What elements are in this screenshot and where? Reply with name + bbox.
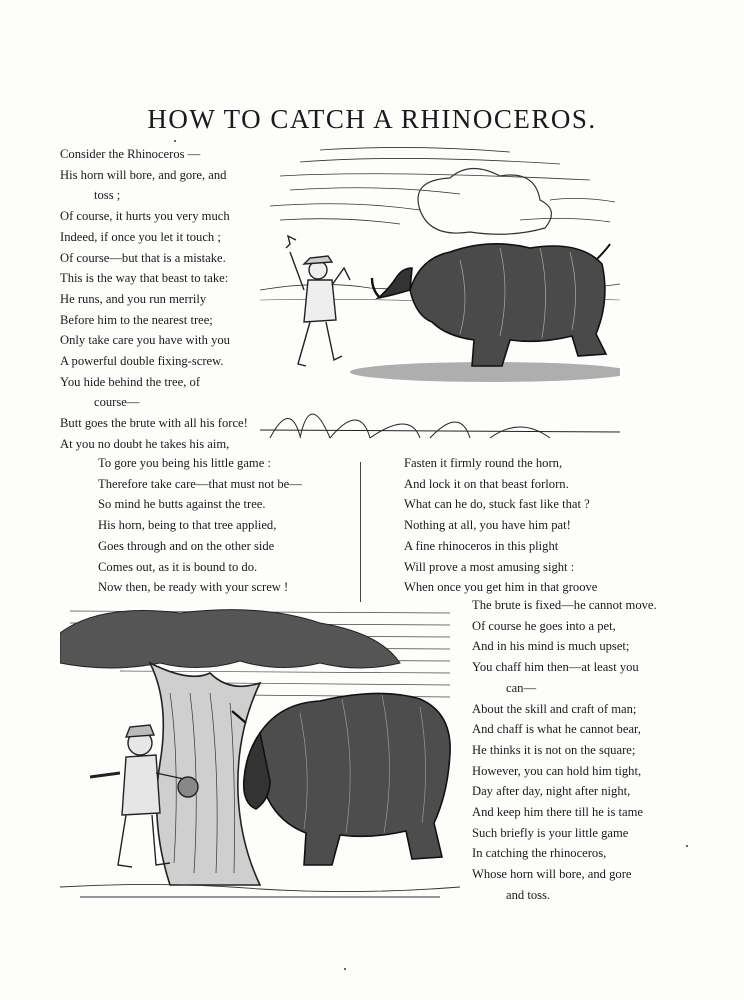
poem-line: And lock it on that beast forlorn.	[404, 476, 569, 491]
poem-line: Of course he goes into a pet,	[472, 618, 616, 633]
tree-canopy	[60, 610, 400, 668]
poem-line: And keep him there till he is tame	[472, 805, 644, 820]
poem-line: can—	[506, 680, 537, 695]
poem-line: Day after day, night after night,	[472, 784, 631, 799]
poem-line: Will prove a most amusing sight :	[404, 559, 575, 574]
foreground-grass	[260, 414, 620, 438]
poem-line: His horn, being to that tree applied,	[98, 518, 277, 533]
poem-line: Only take care you have with you	[60, 333, 230, 348]
poem-column-middle-left	[98, 453, 302, 598]
poem-line: Indeed, if once you let it touch ;	[60, 229, 221, 244]
poem-line: Of course—but that is a mistake.	[60, 250, 226, 265]
poem-line: When once you get him in that groove	[404, 580, 598, 595]
poem-line: Now then, be ready with your screw !	[98, 580, 289, 595]
ground	[60, 884, 460, 897]
poem-line: Such briefly is your little game	[472, 825, 629, 840]
poem-line: A fine rhinoceros in this plight	[404, 538, 559, 553]
poem-line: What can he do, stuck fast like that ?	[404, 497, 590, 512]
rhinoceros-chase-illustration	[260, 140, 620, 442]
ink-speck	[174, 140, 176, 142]
column-divider	[360, 462, 361, 602]
rhinoceros-stuck-in-tree-illustration	[60, 603, 460, 903]
ink-speck	[344, 968, 346, 970]
poem-line: The brute is fixed—he cannot move.	[472, 598, 657, 612]
poem-line: Of course, it hurts you very much	[60, 209, 230, 224]
poem-line: To gore you being his little game :	[98, 456, 271, 470]
poem-line: Before him to the nearest tree;	[60, 312, 213, 327]
poem-line: A powerful double fixing-screw.	[60, 354, 224, 369]
poem-line: course—	[94, 395, 140, 410]
poem-line: This is the way that beast to take:	[60, 271, 229, 286]
poem-line: In catching the rhinoceros,	[472, 846, 607, 861]
poem-line: However, you can hold him tight,	[472, 763, 642, 778]
poem-line: Therefore take care—that must not be—	[98, 476, 302, 491]
poem-line: You chaff him then—at least you	[472, 660, 639, 675]
poem-line: He runs, and you run merrily	[60, 291, 207, 306]
page-title: HOW TO CATCH A RHINOCEROS.	[147, 104, 597, 134]
poem-line: Fasten it firmly round the horn,	[404, 456, 563, 470]
poem-column-middle-right	[404, 453, 597, 598]
poem-line: Goes through and on the other side	[98, 538, 275, 553]
poem-line: And in his mind is much upset;	[472, 639, 630, 654]
poem-line: So mind he butts against the tree.	[98, 497, 266, 512]
poem-line: Whose horn will bore, and gore	[472, 867, 632, 882]
poem-line: At you no doubt he takes his aim,	[60, 436, 230, 451]
poem-line: His horn will bore, and gore, and	[60, 167, 227, 182]
poem-line: About the skill and craft of man;	[472, 701, 637, 716]
poem-line: Butt goes the brute with all his force!	[60, 416, 248, 431]
poem-column-left-top	[60, 144, 248, 455]
poem-column-right-bottom	[472, 595, 657, 906]
tree-trunk	[150, 663, 260, 885]
poem-line: He thinks it is not on the square;	[472, 742, 636, 757]
poem-line: toss ;	[94, 188, 121, 203]
poem-line: and toss.	[506, 887, 551, 902]
ink-speck	[686, 845, 688, 847]
rhinoceros-figure	[232, 693, 450, 865]
poem-line: Nothing at all, you have him pat!	[404, 518, 571, 533]
poem-line: You hide behind the tree, of	[60, 374, 201, 389]
cloud-shape	[418, 168, 551, 234]
poem-line: Comes out, as it is bound to do.	[98, 559, 258, 574]
poem-line: And chaff is what he cannot bear,	[472, 722, 641, 737]
man-figure	[286, 236, 350, 366]
rhinoceros-figure	[372, 244, 610, 366]
poem-line: Consider the Rhinoceros —	[60, 147, 201, 161]
